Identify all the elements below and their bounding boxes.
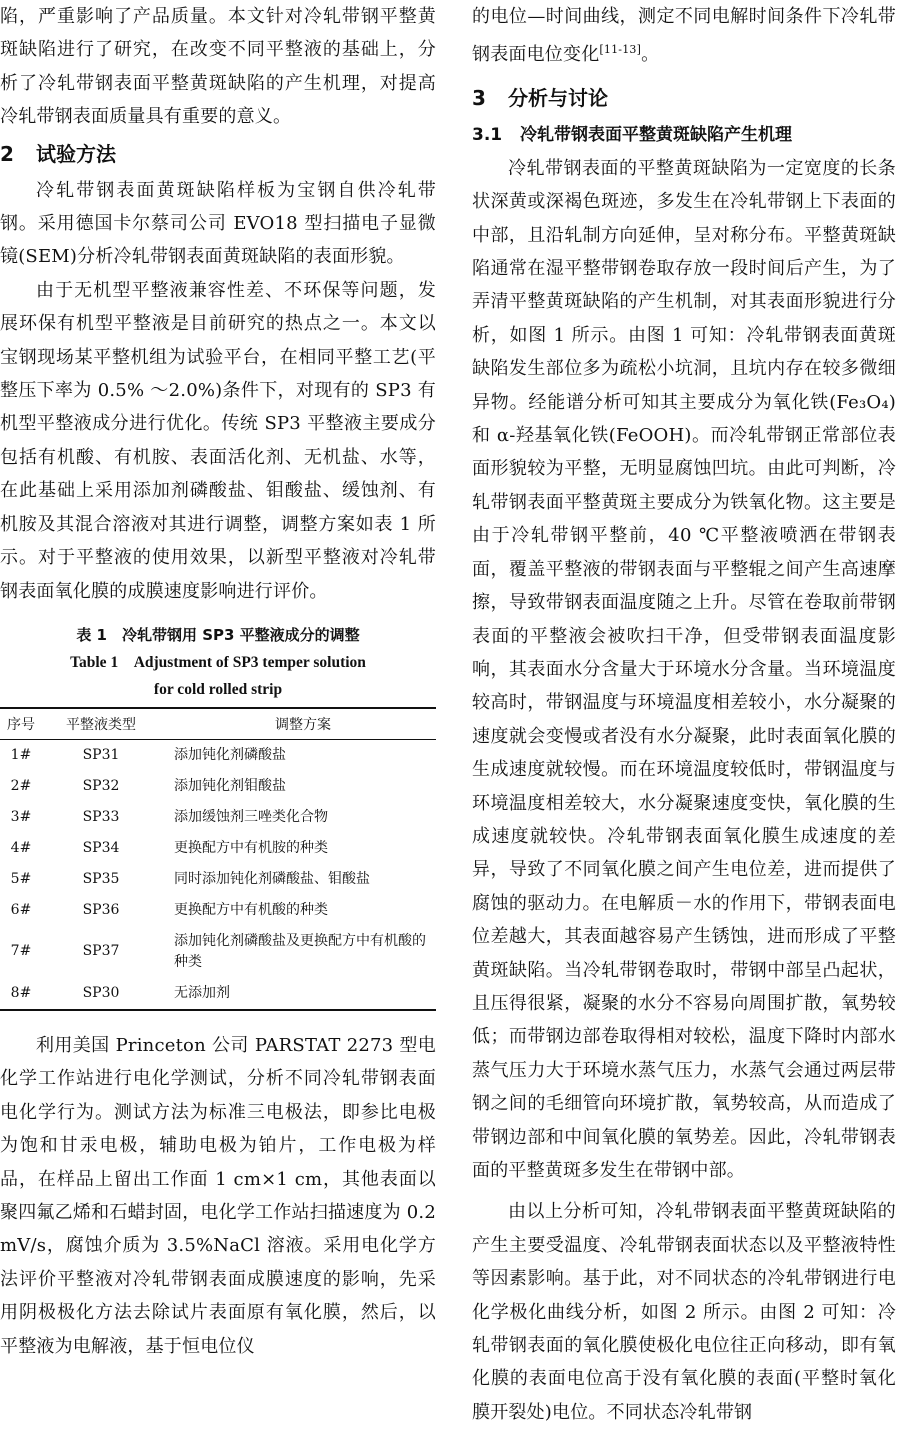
row-index: 5# (10, 870, 32, 887)
row-index: 1# (10, 746, 32, 763)
row-plan: 添加缓蚀剂三唑类化合物 (174, 808, 328, 825)
row-type: SP33 (82, 808, 120, 825)
continuation-paragraph (472, 0, 896, 72)
subsection-title: 冷轧带钢表面平整黄斑缺陷产生机理 (520, 124, 792, 145)
paragraph: 由于无机型平整液兼容性差、不环保等问题，发展环保有机型平整液是目前研究的热点之一。本文以宝钢现场某平整机组为试验平台，在相同平整工艺(平整压下率为 0.5% ～2.0%)条件下，对现有的 SP3 有机型平整液成分进行优化。传统 SP3 平整液主要成分包括有机酸、有机胺、表面活化剂、无机盐、水等，在此基础上采用添加剂磷酸盐、钼酸盐、缓蚀剂、有机胺及其混合溶液对其进行调整，调整方案如表 1 所示。对于平整液的使用效果，以新型平整液对冷轧带钢表面氧化膜的成膜速度影响进行评价。 (0, 279, 436, 602)
table-row (0, 978, 436, 1010)
row-type: SP37 (82, 943, 120, 960)
paragraph: 冷轧带钢表面的平整黄斑缺陷为一定宽度的长条状深黄或深褐色斑迹，多发生在冷轧带钢上下表面的中部，且沿轧制方向延伸，呈对称分布。平整黄斑缺陷通常在湿平整带钢卷取存放一段时间后产生，为了弄清平整黄斑缺陷的产生机制，对其表面形貌进行分析，如图 1 所示。由图 1 可知：冷轧带钢表面黄斑缺陷发生部位多为疏松小坑洞，且坑内存在较多微细异物。经能谱分析可知其主要成分为氧化铁(Fe₃O₄)和 α-羟基氧化铁(FeOOH)。而冷轧带钢正常部位表面形貌较为平整，无明显腐蚀凹坑。由此可判断，冷轧带钢表面平整黄斑主要成分为铁氧化物。这主要是由于冷轧带钢平整前，40 ℃平整液喷洒在带钢表面，覆盖平整液的带钢表面与平整辊之间产生高速摩擦，导致带钢表面温度随之上升。尽管在卷取前带钢表面的平整液会被吹扫干净，但受带钢表面温度影响，其表面水分含量大于环境水分含量。当环境温度较高时，带钢温度与环境温度相差较小，水分凝聚的速度就会变慢或者没有水分凝聚，此时表面氧化膜的生成速度就较慢。而在环境温度较低时，带钢温度与环境温度相差较大，水分凝聚速度变快，氧化膜的生成速度就较快。冷轧带钢表面氧化膜生成速度的差异，导致了不同氧化膜之间产生电位差，进而提供了腐蚀的驱动力。在电解质－水的作用下，带钢表面电位差越大，其表面越容易产生锈蚀，进而形成了平整黄斑缺陷。当冷轧带钢卷取时，带钢中部呈凸起状，且压得很紧，凝聚的水分不容易向周围扩散，氧势较低；而带钢边部卷取得相对较松，温度下降时内部水蒸气压力大于环境水蒸气压力，水蒸气会通过两层带钢之间的毛细管向环境扩散，氧势较高，从而造成了带钢边部和中间氧化膜的氧势差。因此，冷轧带钢表面的平整黄斑多发生在带钢中部。 (472, 157, 896, 1181)
paragraph: 冷轧带钢表面黄斑缺陷样板为宝钢自供冷轧带钢。采用德国卡尔蔡司公司 EVO18 型扫描电子显微镜(SEM)分析冷轧带钢表面黄斑缺陷的表面形貌。 (0, 179, 436, 268)
table-caption-en: for cold rolled strip (153, 680, 283, 698)
table-header-row (0, 708, 436, 740)
section-3-heading (472, 78, 896, 118)
table-row (0, 926, 436, 978)
row-plan: 更换配方中有机酸的种类 (174, 901, 328, 918)
row-type: SP34 (82, 839, 120, 856)
row-plan: 无添加剂 (174, 984, 230, 1001)
section-2-heading (0, 134, 436, 174)
section-title: 试验方法 (36, 141, 116, 166)
paragraph: 由以上分析可知，冷轧带钢表面平整黄斑缺陷的产生主要受温度、冷轧带钢表面状态以及平整液特性等因素影响。基于此，对不同状态的冷轧带钢进行电化学极化曲线分析，如图 2 所示。由图 2 可知：冷轧带钢表面的氧化膜使极化电位往正向移动，即有氧化膜的表面电位高于没有氧化膜的表面(平整时氧化膜开裂处)电位。不同状态冷轧带钢 (472, 1201, 896, 1423)
row-plan: 添加钝化剂钼酸盐 (174, 777, 286, 794)
table-row (0, 771, 436, 802)
row-plan: 更换配方中有机胺的种类 (174, 839, 328, 856)
section-title: 分析与讨论 (508, 85, 608, 110)
right-column (472, 0, 896, 1429)
table-row (0, 739, 436, 771)
paragraph: 利用美国 Princeton 公司 PARSTAT 2273 型电化学工作站进行电化学测试，分析不同冷轧带钢表面电化学行为。测试方法为标准三电极法，即参比电极为饱和甘汞电极，辅助电极为铂片，工作电极为样品，在样品上留出工作面 1 cm×1 cm，其他表面以聚四氟乙烯和石蜡封固，电化学工作站扫描速度为 0.2 mV/s，腐蚀介质为 3.5%NaCl 溶液。采用电化学方法评价平整液对冷轧带钢表面成膜速度的影响，先采用阴极极化方法去除试片表面原有氧化膜，然后，以平整液为电解液，基于恒电位仪 (0, 1034, 436, 1357)
row-index: 7# (10, 943, 32, 960)
row-plan: 添加钝化剂磷酸盐 (174, 746, 286, 763)
paragraph-text: 的电位—时间曲线，测定不同电解时间条件下冷轧带钢表面电位变化 (472, 6, 896, 66)
header-cell: 调整方案 (275, 716, 331, 733)
section-number: 2 (0, 141, 14, 166)
intro-paragraph: 陷，严重影响了产品质量。本文针对冷轧带钢平整黄斑缺陷进行了研究，在改变不同平整液的基础上，分析了冷轧带钢表面平整黄斑缺陷的产生机理，对提高冷轧带钢表面质量具有重要的意义。 (0, 6, 436, 128)
header-cell: 序号 (7, 716, 35, 733)
subsection-number: 3.1 (472, 124, 503, 145)
left-column (0, 0, 436, 1363)
row-type: SP30 (82, 984, 120, 1001)
table-row (0, 895, 436, 926)
paragraph-text: 。 (641, 44, 660, 66)
section-number: 3 (472, 85, 486, 110)
header-cell: 平整液类型 (66, 716, 136, 733)
table-caption-en: Table 1 Adjustment of SP3 temper solution (70, 653, 366, 671)
row-type: SP36 (82, 901, 120, 918)
row-index: 6# (10, 901, 32, 918)
row-type: SP32 (82, 777, 120, 794)
row-plan: 添加钝化剂磷酸盐及更换配方中有机酸的种类 (174, 932, 426, 970)
table-1 (0, 622, 436, 1011)
row-type: SP31 (82, 746, 120, 763)
table-row (0, 802, 436, 833)
row-index: 3# (10, 808, 32, 825)
row-plan: 同时添加钝化剂磷酸盐、钼酸盐 (174, 870, 370, 887)
row-index: 2# (10, 777, 32, 794)
row-type: SP35 (82, 870, 120, 887)
table-row (0, 833, 436, 864)
row-index: 4# (10, 839, 32, 856)
adjustment-table (0, 707, 436, 1011)
citation: [11-13] (599, 43, 642, 57)
table-caption-cn: 表 1 冷轧带钢用 SP3 平整液成分的调整 (76, 625, 360, 644)
table-row (0, 864, 436, 895)
subsection-3-1-heading (472, 118, 896, 152)
row-index: 8# (10, 984, 32, 1001)
